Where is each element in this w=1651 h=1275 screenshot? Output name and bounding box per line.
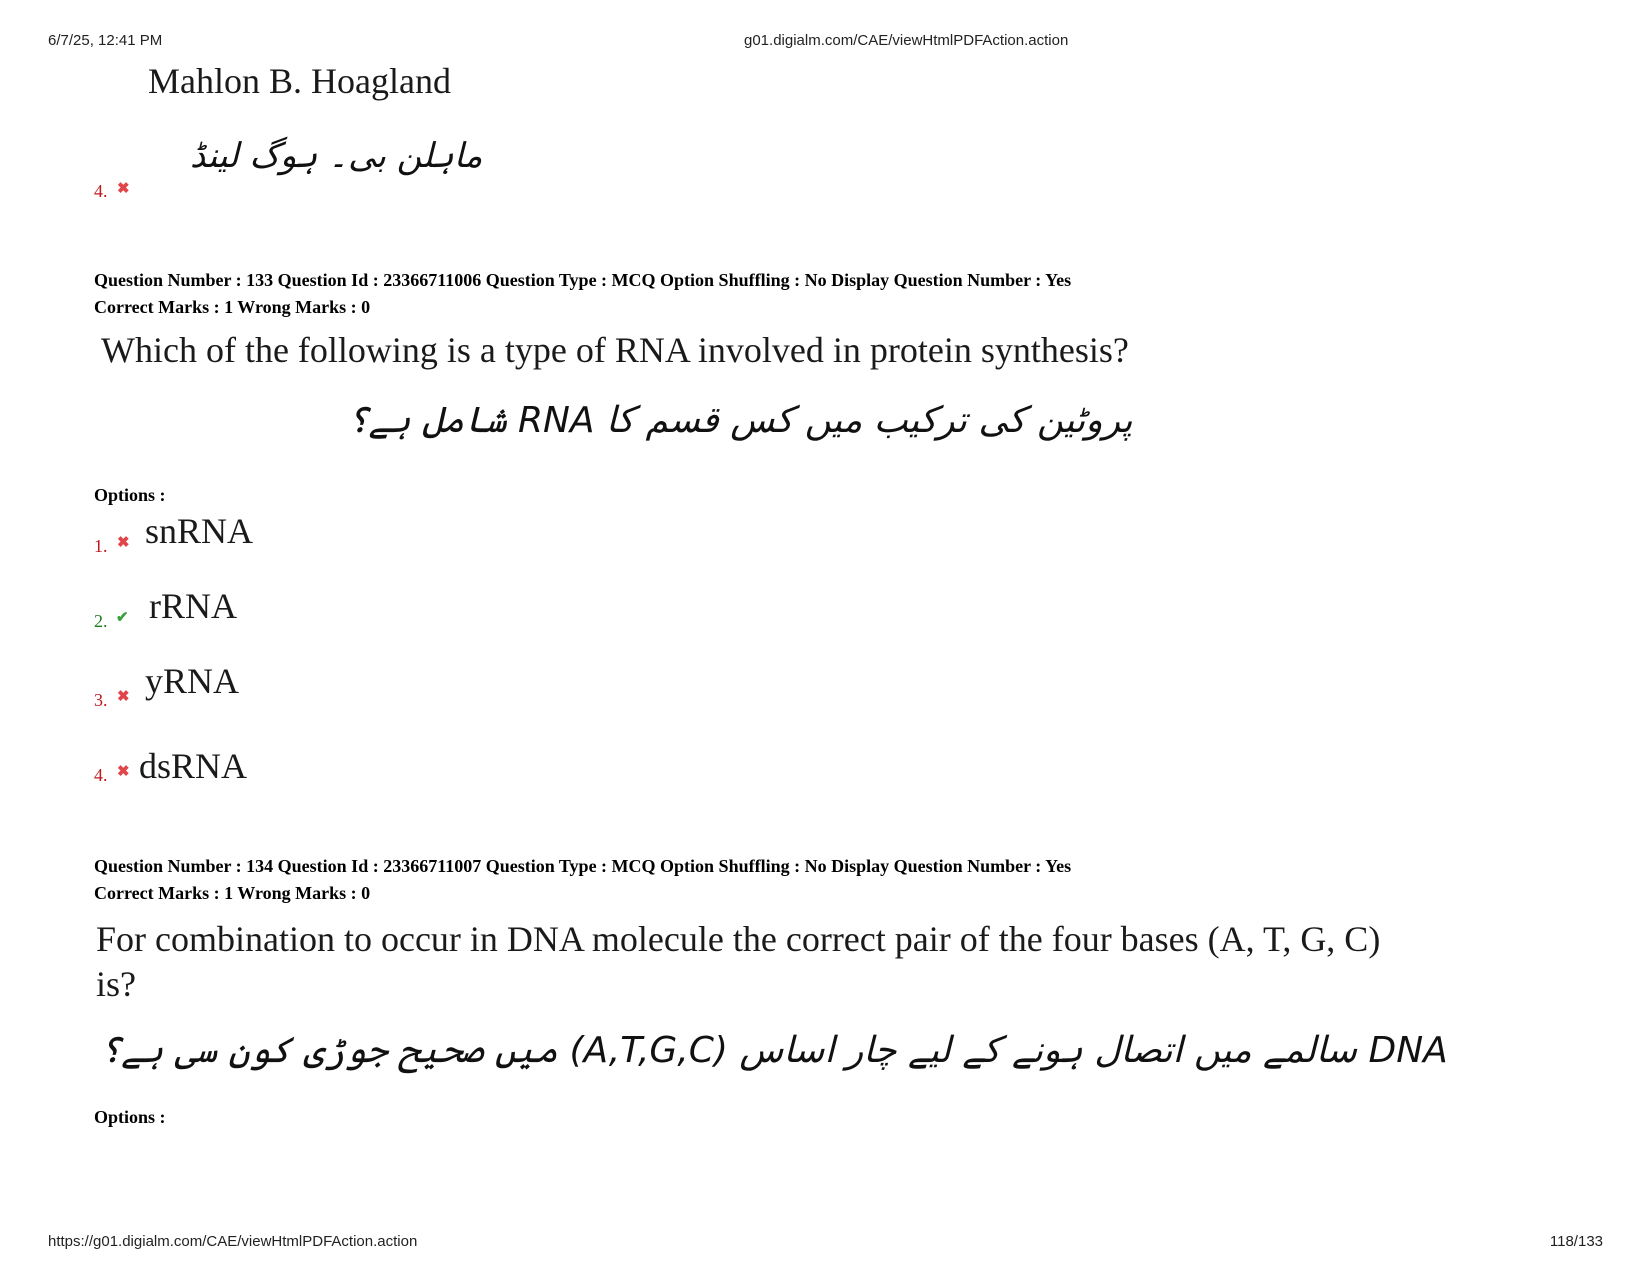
prev-option-english: Mahlon B. Hoagland	[148, 61, 451, 101]
question-133-text: Which of the following is a type of RNA involved in protein synthesis?	[101, 330, 1129, 370]
page-number: 118/133	[1549, 1233, 1603, 1250]
question-133-marks: Correct Marks : 1 Wrong Marks : 0	[94, 297, 371, 317]
question-134-marks: Correct Marks : 1 Wrong Marks : 0	[94, 883, 371, 903]
option-text: snRNA	[145, 511, 254, 551]
question-134-text-line1: For combination to occur in DNA molecule the correct pair of the four bases (A, T, G, C)	[96, 919, 1381, 959]
question-134-text-line2: is?	[96, 964, 136, 1004]
option-number: 4.	[94, 765, 108, 785]
question-134-meta: Question Number : 134 Question Id : 23366711007 Question Type : MCQ Option Shuffling : No Display Question Number : Yes	[94, 856, 1072, 876]
cross-mark-icon: ✖	[117, 181, 130, 197]
question-133-options-label: Options :	[94, 485, 166, 505]
option-text: yRNA	[145, 661, 240, 701]
option-number: 1.	[94, 536, 108, 556]
option-text: dsRNA	[139, 746, 248, 786]
question-133-urdu: پروٹین کی ترکیب میں کس قسم کا RNA شامل ہے؟	[347, 400, 1133, 441]
print-datetime: 6/7/25, 12:41 PM	[48, 32, 163, 49]
cross-mark-icon: ✖	[117, 764, 130, 780]
option-text: rRNA	[149, 586, 237, 626]
check-mark-icon: ✔	[116, 610, 129, 626]
option-number: 2.	[94, 611, 108, 631]
prev-option-number: 4.	[94, 181, 108, 201]
prev-option-urdu: ماہلن بی۔ ہوگ لینڈ	[190, 136, 483, 176]
question-134-urdu: DNA سالمے میں اتصال ہونے کے لیے چار اساس (A,T,G,C) میں صحیح جوڑی کون سی ہے؟	[100, 1030, 1448, 1071]
option-number: 3.	[94, 690, 108, 710]
question-134-options-label: Options :	[94, 1107, 166, 1127]
cross-mark-icon: ✖	[117, 689, 130, 705]
cross-mark-icon: ✖	[117, 535, 130, 551]
print-footer-url: https://g01.digialm.com/CAE/viewHtmlPDFAction.action	[48, 1233, 418, 1250]
print-header-url: g01.digialm.com/CAE/viewHtmlPDFAction.action	[744, 32, 1069, 49]
question-133-meta: Question Number : 133 Question Id : 23366711006 Question Type : MCQ Option Shuffling : No Display Question Number : Yes	[94, 270, 1072, 290]
